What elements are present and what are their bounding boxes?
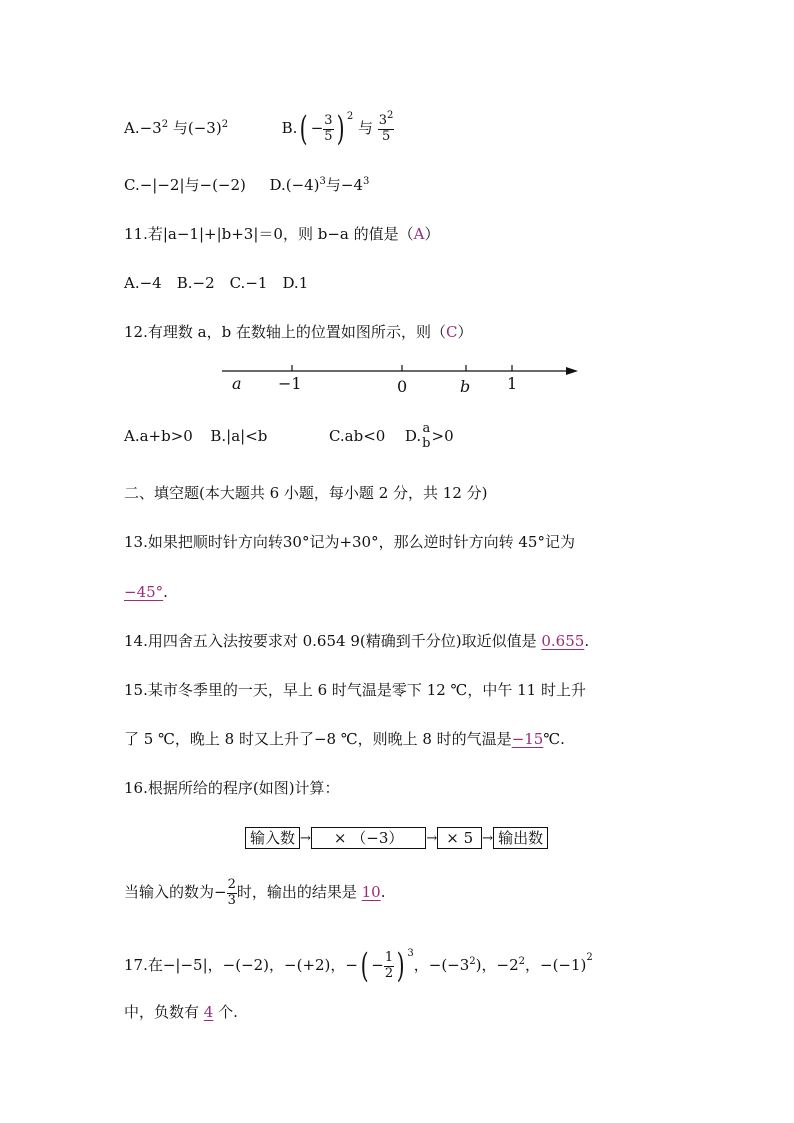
number-line: [220, 358, 580, 398]
axis-label-zero: 0: [397, 377, 408, 396]
q10-options-ab: [124, 109, 394, 149]
flow-output-box: 输出数: [493, 827, 548, 849]
axis-arrow: [566, 367, 578, 375]
fraction: a b: [422, 421, 431, 451]
q12-option-d: D. a b >0: [404, 421, 454, 451]
q16-question: 16.根据所给的程序(如图)计算：: [124, 779, 340, 797]
q17-answer-line: 中，负数有 4 个.: [124, 1003, 238, 1021]
q15-question-line2: 了 5 ℃，晚上 8 时又上升了−8 ℃，则晚上 8 时的气温是−15℃.: [124, 730, 565, 748]
flow-multiply-5-box: × 5: [437, 827, 482, 849]
fraction: $\frac{3^2}{5}$: [378, 109, 394, 144]
flow-multiply-neg3-box: × （−3）: [311, 827, 426, 849]
q12-answer: C: [445, 323, 458, 341]
q16-flowchart: [245, 827, 548, 849]
section-title: 二、填空题(本大题共 6 小题，每小题 2 分，共 12 分): [124, 484, 488, 502]
arrow-icon: →: [482, 831, 494, 846]
q10-option-b: B.( − $\frac{3}{5}$ ) $^2$ 与 $\frac{3^2}{5}$: [281, 109, 394, 149]
q12-option-a: A.a+b>0: [124, 427, 193, 445]
arrow-icon: →: [300, 831, 311, 846]
axis-label-b: b: [460, 377, 471, 396]
q11-options: A.−4 B.−2 C.−1 D.1: [124, 274, 309, 292]
q10-option-c: C.−|−2|与−(−2): [124, 176, 246, 194]
q15-answer: −15: [511, 730, 544, 748]
fraction: $\frac{1}{2}$: [384, 949, 394, 981]
q14-answer: 0.655: [541, 632, 585, 650]
q13-answer-line: −45°.: [124, 583, 168, 601]
q15-question-line1: 15.某市冬季里的一天，早上 6 时气温是零下 12 ℃，中午 11 时上升: [124, 681, 586, 699]
q10-option-a: $A.-3^2$ 与$(-3)^2$: [124, 119, 229, 137]
flow-input-box: 输入数: [245, 827, 300, 849]
q12-option-c: C.ab<0: [328, 427, 386, 445]
q14-question: 14.用四舍五入法按要求对 0.654 9(精确到千分位)取近似值是 0.655.: [124, 632, 590, 650]
axis-label-one: 1: [507, 374, 518, 393]
q10-option-d: $D.(-4)^3$与$-4^3$: [269, 176, 370, 194]
q13-answer: −45°: [124, 583, 164, 601]
q11-question: 11.若|a−1|+|b+3|＝0，则 b−a 的值是（A）: [124, 225, 440, 243]
q12-option-b: B.|a|<b: [210, 427, 268, 445]
q12-options: [124, 418, 454, 454]
q17-question: 17.在−|−5|，−(−2)，−(+2)，−( − $\frac{1}{2}$ ) $^3$，$-(-3^2)$，$-2^2$，$-(-1)^2$: [124, 946, 593, 986]
fraction: $\frac{2}{3}$: [227, 876, 236, 908]
q13-question: 13.如果把顺时针方向转30°记为+30°，那么逆时针方向转 45°记为: [124, 533, 575, 551]
q16-answer-line: 当输入的数为− $\frac{2}{3}$ 时，输出的结果是 10.: [124, 876, 386, 908]
axis-label-a: a: [232, 374, 242, 393]
fraction: $\frac{3}{5}$: [324, 112, 333, 144]
q16-answer: 10: [361, 883, 381, 901]
q11-answer: A: [413, 225, 425, 243]
q12-question: 12.有理数 a，b 在数轴上的位置如图所示，则（C）: [124, 323, 473, 341]
q10-options-cd: [124, 175, 369, 195]
q17-answer: 4: [203, 1003, 214, 1021]
axis-label-minus-one: −1: [278, 374, 302, 393]
arrow-icon: →: [426, 831, 438, 846]
